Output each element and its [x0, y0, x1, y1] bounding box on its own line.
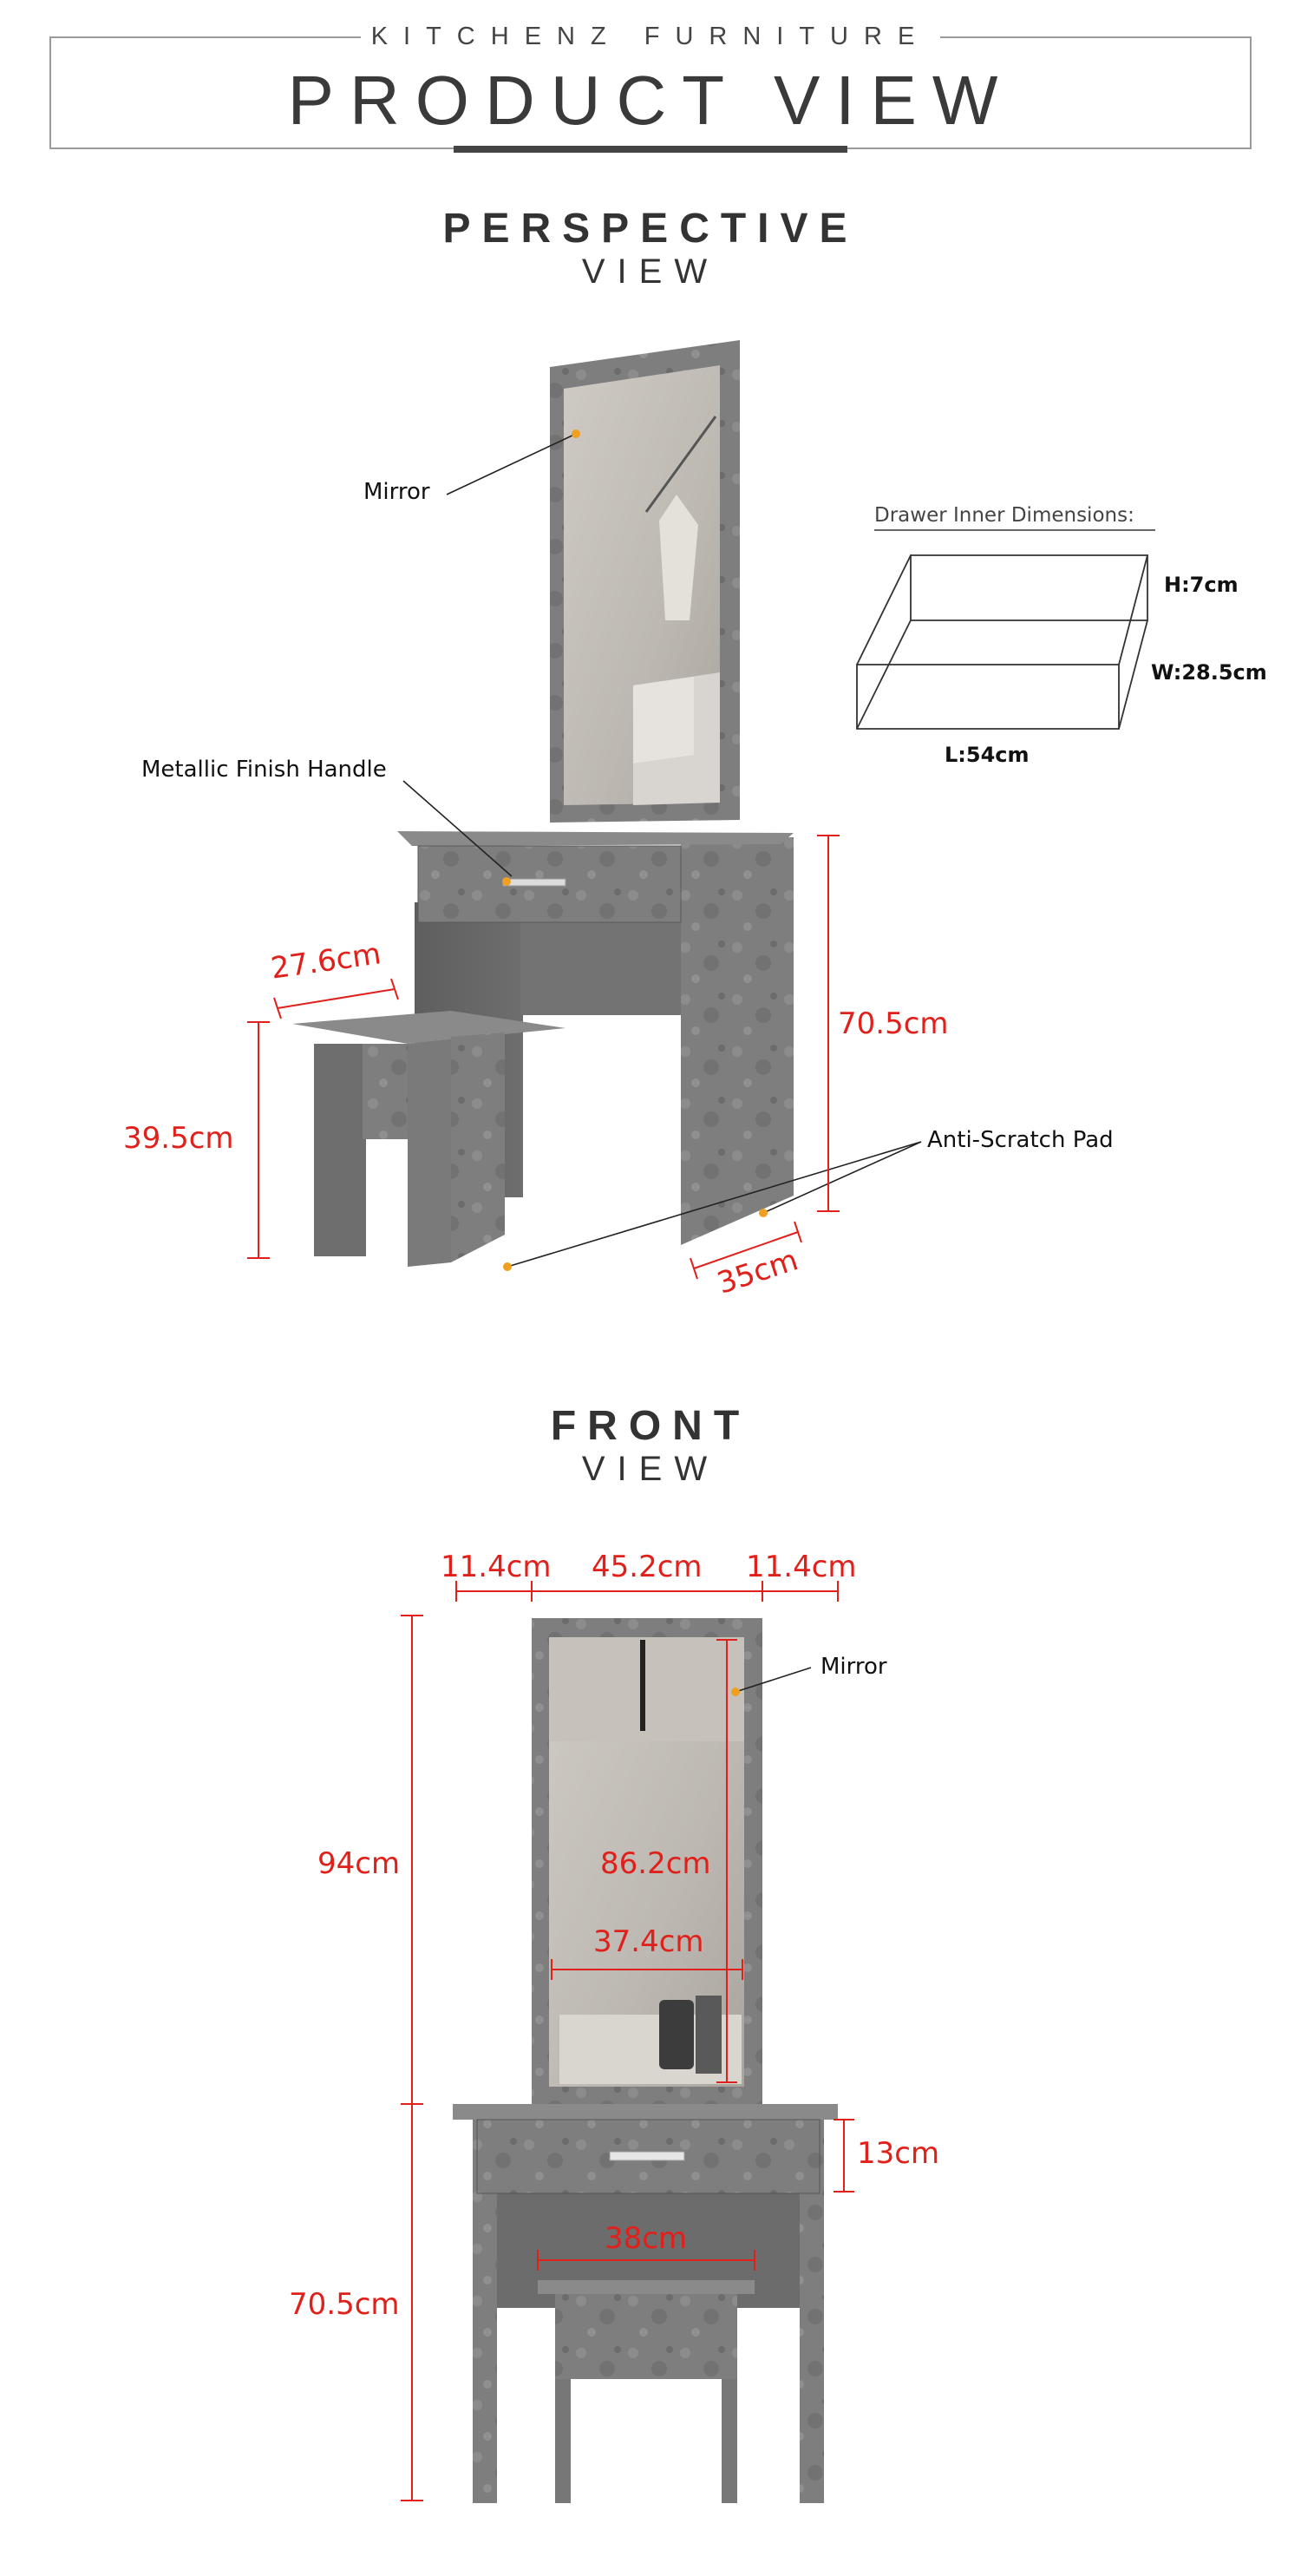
- glass-width-label: 37.4cm: [593, 1924, 704, 1959]
- perspective-title: PERSPECTIVE: [442, 206, 859, 252]
- pad-marker-table: [759, 1209, 768, 1217]
- front-heading: [0, 1402, 1301, 1489]
- front-subtitle: VIEW: [581, 1450, 720, 1488]
- stool-height-label: 39.5cm: [123, 1121, 234, 1156]
- table-height-label: 70.5cm: [838, 1006, 949, 1041]
- mirror-width-label: 45.2cm: [592, 1550, 703, 1584]
- handle-label: Metallic Finish Handle: [141, 757, 387, 783]
- right-margin-label: 11.4cm: [746, 1550, 857, 1584]
- drawer-inner-box: [857, 555, 1147, 729]
- perspective-subtitle: VIEW: [581, 252, 720, 291]
- stool-depth-label: 27.6cm: [268, 936, 383, 986]
- drawer-length-label: L:54cm: [945, 743, 1030, 767]
- drawer-dimensions-title: Drawer Inner Dimensions:: [874, 504, 1134, 527]
- table-depth-label: 35cm: [713, 1242, 802, 1301]
- brand-name: KITCHENZ FURNITURE: [0, 23, 1301, 51]
- left-margin-label: 11.4cm: [441, 1550, 552, 1584]
- drawer-height-front-label: 13cm: [857, 2136, 940, 2171]
- stool-width-label: 38cm: [605, 2221, 688, 2256]
- front-title: FRONT: [550, 1403, 751, 1449]
- mirror-marker: [572, 429, 580, 438]
- front-stool: [538, 2280, 755, 2503]
- pad-label: Anti-Scratch Pad: [927, 1127, 1114, 1153]
- glass-height-label: 86.2cm: [600, 1846, 711, 1881]
- mirror-label: Mirror: [363, 479, 430, 505]
- mirror-total-height-label: 94cm: [317, 1846, 401, 1881]
- drawer-height-label: H:7cm: [1164, 573, 1239, 597]
- front-table-height-label: 70.5cm: [289, 2287, 400, 2322]
- perspective-stool: [292, 1011, 566, 1267]
- drawer-width-label: W:28.5cm: [1151, 660, 1267, 685]
- front-mirror-marker: [731, 1688, 740, 1696]
- perspective-mirror: [550, 340, 740, 823]
- pad-marker-stool: [503, 1262, 512, 1271]
- front-mirror-label: Mirror: [820, 1654, 887, 1680]
- page-title: PRODUCT VIEW: [287, 62, 1014, 139]
